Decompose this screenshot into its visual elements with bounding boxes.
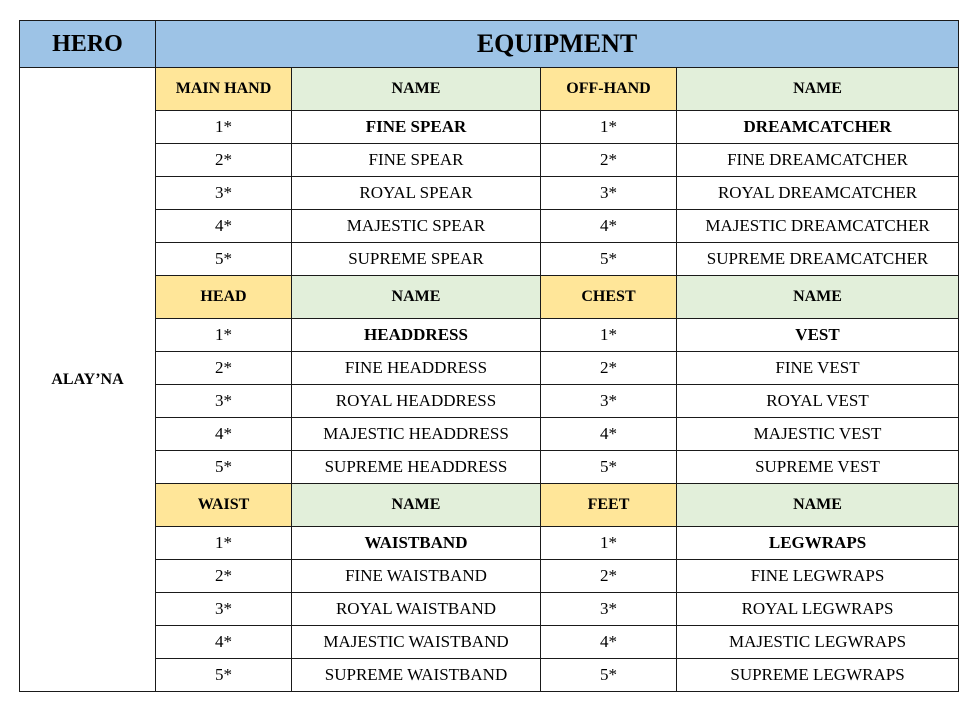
- section-header-row: [20, 484, 959, 527]
- hero-column-header: HERO: [20, 21, 156, 68]
- hero-name: ALAY’NA: [20, 68, 156, 692]
- item-name-cell: ROYAL DREAMCATCHER: [677, 177, 959, 210]
- item-name-cell: SUPREME SPEAR: [292, 243, 541, 276]
- item-name-cell: HEADDRESS: [292, 319, 541, 352]
- item-name-cell: ROYAL WAISTBAND: [292, 593, 541, 626]
- item-name-cell: ROYAL SPEAR: [292, 177, 541, 210]
- tier-cell: 5*: [541, 451, 677, 484]
- tier-cell: 5*: [156, 659, 292, 692]
- item-name-cell: VEST: [677, 319, 959, 352]
- table-row: [20, 319, 959, 352]
- tier-cell: 2*: [541, 560, 677, 593]
- tier-cell: 2*: [156, 144, 292, 177]
- table-row: [20, 418, 959, 451]
- name-header: NAME: [677, 276, 959, 319]
- item-name-cell: WAISTBAND: [292, 527, 541, 560]
- item-name-cell: MAJESTIC WAISTBAND: [292, 626, 541, 659]
- tier-cell: 2*: [156, 560, 292, 593]
- equipment-table: [19, 20, 959, 692]
- section-header-row: [20, 68, 959, 111]
- tier-cell: 1*: [156, 319, 292, 352]
- item-name-cell: SUPREME VEST: [677, 451, 959, 484]
- table-row: [20, 593, 959, 626]
- title-row: [20, 21, 959, 68]
- item-name-cell: LEGWRAPS: [677, 527, 959, 560]
- tier-cell: 5*: [156, 451, 292, 484]
- name-header: NAME: [677, 68, 959, 111]
- slot-header-head: HEAD: [156, 276, 292, 319]
- item-name-cell: MAJESTIC LEGWRAPS: [677, 626, 959, 659]
- name-header: NAME: [292, 276, 541, 319]
- item-name-cell: FINE LEGWRAPS: [677, 560, 959, 593]
- tier-cell: 1*: [156, 111, 292, 144]
- tier-cell: 3*: [541, 385, 677, 418]
- tier-cell: 3*: [156, 593, 292, 626]
- table-row: [20, 352, 959, 385]
- item-name-cell: MAJESTIC HEADDRESS: [292, 418, 541, 451]
- slot-header-feet: FEET: [541, 484, 677, 527]
- item-name-cell: FINE VEST: [677, 352, 959, 385]
- tier-cell: 2*: [541, 352, 677, 385]
- table-row: [20, 527, 959, 560]
- slot-header-off-hand: OFF-HAND: [541, 68, 677, 111]
- tier-cell: 1*: [541, 111, 677, 144]
- tier-cell: 4*: [156, 418, 292, 451]
- item-name-cell: ROYAL HEADDRESS: [292, 385, 541, 418]
- tier-cell: 3*: [156, 385, 292, 418]
- tier-cell: 3*: [541, 593, 677, 626]
- item-name-cell: SUPREME DREAMCATCHER: [677, 243, 959, 276]
- table-row: [20, 111, 959, 144]
- tier-cell: 1*: [541, 319, 677, 352]
- item-name-cell: FINE SPEAR: [292, 111, 541, 144]
- tier-cell: 4*: [156, 626, 292, 659]
- item-name-cell: ROYAL LEGWRAPS: [677, 593, 959, 626]
- tier-cell: 1*: [156, 527, 292, 560]
- table-row: [20, 451, 959, 484]
- item-name-cell: SUPREME HEADDRESS: [292, 451, 541, 484]
- table-row: [20, 626, 959, 659]
- tier-cell: 4*: [156, 210, 292, 243]
- slot-header-main-hand: MAIN HAND: [156, 68, 292, 111]
- item-name-cell: FINE DREAMCATCHER: [677, 144, 959, 177]
- tier-cell: 1*: [541, 527, 677, 560]
- table-row: [20, 177, 959, 210]
- table-row: [20, 659, 959, 692]
- tier-cell: 4*: [541, 210, 677, 243]
- tier-cell: 5*: [156, 243, 292, 276]
- name-header: NAME: [292, 484, 541, 527]
- item-name-cell: DREAMCATCHER: [677, 111, 959, 144]
- tier-cell: 5*: [541, 659, 677, 692]
- tier-cell: 3*: [156, 177, 292, 210]
- table-row: [20, 385, 959, 418]
- tier-cell: 2*: [156, 352, 292, 385]
- tier-cell: 2*: [541, 144, 677, 177]
- table-row: [20, 210, 959, 243]
- tier-cell: 3*: [541, 177, 677, 210]
- slot-header-chest: CHEST: [541, 276, 677, 319]
- item-name-cell: SUPREME LEGWRAPS: [677, 659, 959, 692]
- name-header: NAME: [677, 484, 959, 527]
- table-row: [20, 560, 959, 593]
- item-name-cell: FINE WAISTBAND: [292, 560, 541, 593]
- item-name-cell: ROYAL VEST: [677, 385, 959, 418]
- section-header-row: [20, 276, 959, 319]
- tier-cell: 4*: [541, 418, 677, 451]
- slot-header-waist: WAIST: [156, 484, 292, 527]
- item-name-cell: SUPREME WAISTBAND: [292, 659, 541, 692]
- equipment-header: EQUIPMENT: [156, 21, 959, 68]
- item-name-cell: FINE HEADDRESS: [292, 352, 541, 385]
- tier-cell: 5*: [541, 243, 677, 276]
- name-header: NAME: [292, 68, 541, 111]
- tier-cell: 4*: [541, 626, 677, 659]
- table-row: [20, 243, 959, 276]
- item-name-cell: MAJESTIC SPEAR: [292, 210, 541, 243]
- item-name-cell: FINE SPEAR: [292, 144, 541, 177]
- item-name-cell: MAJESTIC VEST: [677, 418, 959, 451]
- item-name-cell: MAJESTIC DREAMCATCHER: [677, 210, 959, 243]
- table-row: [20, 144, 959, 177]
